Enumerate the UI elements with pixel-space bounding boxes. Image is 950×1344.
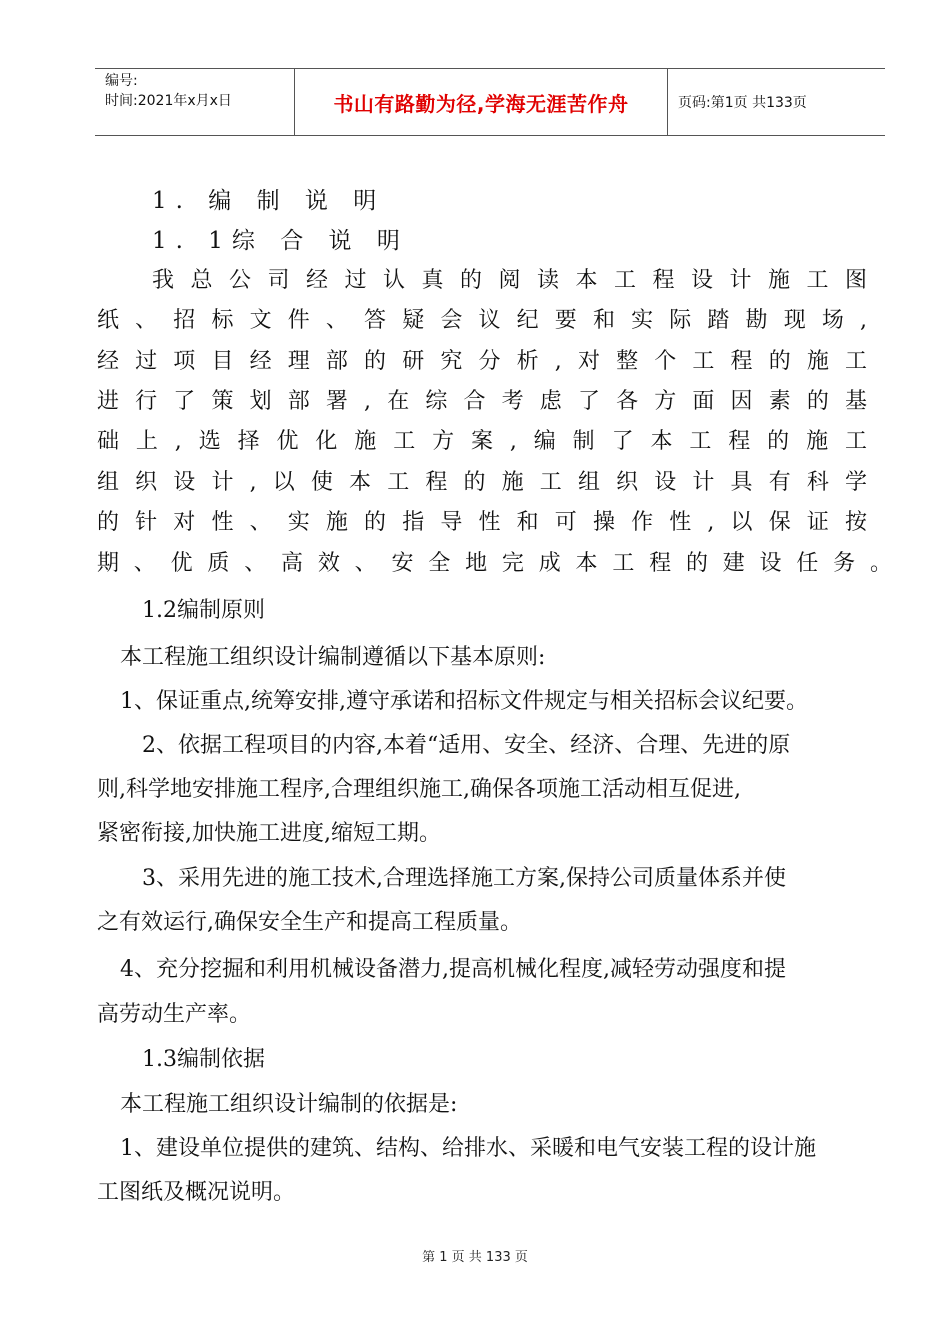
principles-intro: 本工程施工组织设计编制遵循以下基本原则: — [120, 645, 546, 670]
principle-2-line: 紧密衔接,加快施工进度,缩短工期。 — [97, 821, 441, 846]
header-page-label: 页码:第1页 共133页 — [678, 95, 807, 111]
section-heading-1-2: 1.2编制原则 — [142, 598, 265, 623]
header-meta — [95, 69, 295, 135]
principle-3-line: 之有效运行,确保安全生产和提高工程质量。 — [97, 910, 522, 935]
paragraph-line: 的针对性、实施的指导性和可操作性,以保证按 — [97, 510, 867, 535]
section-heading-1-1: 1. 1综 合 说 明 — [152, 228, 409, 254]
paragraph-line: 组织设计,以使本工程的施工组织设计具有科学 — [97, 470, 867, 495]
paragraph-line: 纸、招标文件、答疑会议纪要和实际踏勘现场, — [97, 308, 867, 333]
page-header — [95, 68, 885, 136]
principle-1: 1、保证重点,统筹安排,遵守承诺和招标文件规定与相关招标会议纪要。 — [120, 689, 808, 714]
header-motto: 书山有路勤为径,学海无涯苦作舟 — [295, 69, 668, 135]
paragraph-line: 我总公司经过认真的阅读本工程设计施工图 — [152, 268, 867, 293]
basis-1-line: 1、建设单位提供的建筑、结构、给排水、采暖和电气安装工程的设计施 — [120, 1136, 816, 1161]
basis-intro: 本工程施工组织设计编制的依据是: — [120, 1092, 458, 1117]
section-heading-1-3: 1.3编制依据 — [142, 1047, 265, 1072]
paragraph-line: 础上,选择优化施工方案,编制了本工程的施工 — [97, 429, 867, 454]
paragraph-line: 经过项目经理部的研究分析,对整个工程的施工 — [97, 349, 867, 374]
page-footer: 第 1 页 共 133 页 — [422, 1250, 528, 1265]
section-heading-1: 1. 编 制 说 明 — [152, 188, 386, 214]
principle-4-line: 高劳动生产率。 — [97, 1002, 252, 1027]
serial-label: 编号: — [105, 73, 138, 89]
paragraph-line: 期、优质、高效、安全地完成本工程的建设任务。 — [97, 551, 892, 576]
paragraph-line: 进行了策划部署,在综合考虑了各方面因素的基 — [97, 389, 867, 414]
basis-1-line: 工图纸及概况说明。 — [97, 1180, 296, 1205]
principle-3-line: 3、采用先进的施工技术,合理选择施工方案,保持公司质量体系并使 — [142, 866, 786, 891]
time-label: 时间:2021年x月x日 — [105, 93, 232, 109]
principle-4-line: 4、充分挖掘和利用机械设备潜力,提高机械化程度,减轻劳动强度和提 — [120, 957, 786, 982]
principle-2-line: 2、依据工程项目的内容,本着“适用、安全、经济、合理、先进的原 — [142, 733, 791, 758]
principle-2-line: 则,科学地安排施工程序,合理组织施工,确保各项施工活动相互促进, — [97, 777, 741, 802]
